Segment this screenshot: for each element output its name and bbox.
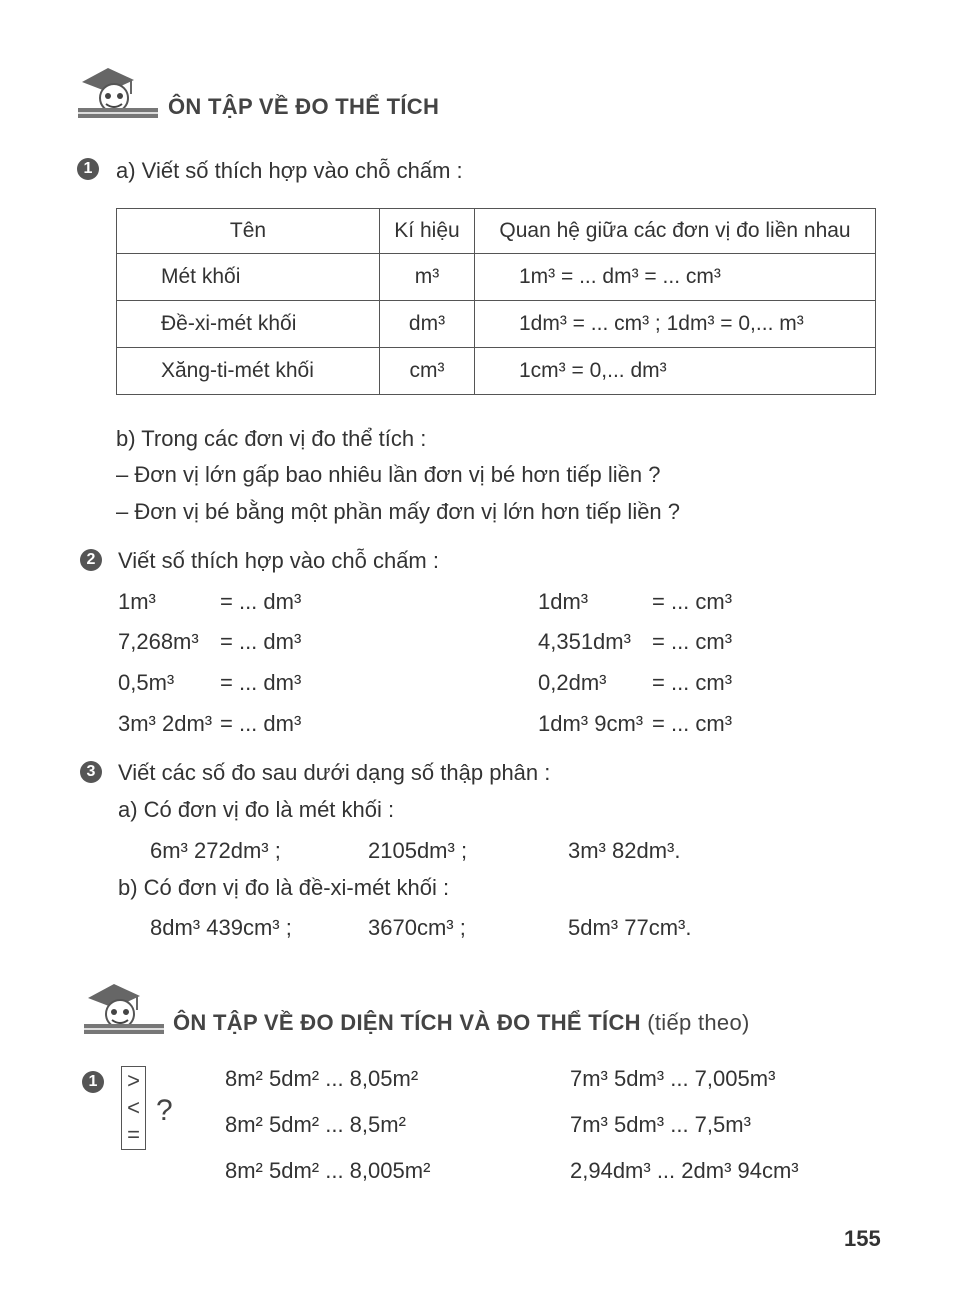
page-number: 155 xyxy=(844,1226,881,1251)
exercise-2-prompt: Viết số thích hợp vào chỗ chấm : xyxy=(118,548,439,573)
exercise-1b-line: – Đơn vị bé bằng một phần mấy đơn vị lớn hơn tiếp liền ? xyxy=(116,499,681,524)
unit-symbol: m³ xyxy=(380,254,475,301)
volume-units-table xyxy=(116,208,876,395)
greater-than-symbol: > xyxy=(127,1068,140,1093)
exercise-number-badge: 1 xyxy=(77,158,99,180)
unit-relation: 1dm³ = ... cm³ ; 1dm³ = 0,... m³ xyxy=(475,301,876,348)
comparison-item: 7m³ 5dm³ ... 7,5m³ xyxy=(570,1112,751,1137)
comparison-item: 8m² 5dm² ... 8,05m² xyxy=(225,1066,419,1091)
comparison-item: 8m² 5dm² ... 8,005m² xyxy=(225,1158,431,1183)
unit-name: Xăng-ti-mét khối xyxy=(117,348,380,395)
measurement-item: 3m³ 82dm³. xyxy=(568,838,681,863)
conversion-lhs: 1m³ xyxy=(118,589,156,614)
comparison-symbols-box xyxy=(121,1066,146,1150)
unit-symbol: cm³ xyxy=(380,348,475,395)
conversion-rhs: = ... dm³ xyxy=(220,589,302,614)
exercise-3a-prompt: a) Có đơn vị đo là mét khối : xyxy=(118,797,395,822)
section-title: ÔN TẬP VỀ ĐO THỂ TÍCH xyxy=(168,94,440,119)
unit-relation: 1m³ = ... dm³ = ... cm³ xyxy=(475,254,876,301)
exercise-1a-prompt: a) Viết số thích hợp vào chỗ chấm : xyxy=(116,158,463,183)
conversion-lhs: 4,351dm³ xyxy=(538,629,631,654)
comparison-item: 8m² 5dm² ... 8,5m² xyxy=(225,1112,406,1137)
table-row xyxy=(117,254,876,301)
section-title xyxy=(173,1010,750,1036)
conversion-lhs: 1dm³ 9cm³ xyxy=(538,711,644,736)
measurement-item: 3670cm³ ; xyxy=(368,915,466,940)
unit-relation: 1cm³ = 0,... dm³ xyxy=(475,348,876,395)
table-header: Quan hệ giữa các đơn vị đo liền nhau xyxy=(475,209,876,254)
table-header: Kí hiệu xyxy=(380,209,475,254)
measurement-item: 8dm³ 439cm³ ; xyxy=(150,915,292,940)
exercise-number-badge: 2 xyxy=(80,549,102,571)
student-mascot-icon xyxy=(80,980,170,1038)
conversion-rhs: = ... cm³ xyxy=(652,711,733,736)
less-than-symbol: < xyxy=(127,1095,140,1120)
conversion-rhs: = ... dm³ xyxy=(220,629,302,654)
exercise-1b-prompt: b) Trong các đơn vị đo thể tích : xyxy=(116,426,427,451)
conversion-lhs: 3m³ 2dm³ xyxy=(118,711,213,736)
unit-symbol: dm³ xyxy=(380,301,475,348)
student-mascot-icon xyxy=(74,64,164,122)
exercise-3-prompt: Viết các số đo sau dưới dạng số thập phân : xyxy=(118,760,551,785)
conversion-lhs: 0,5m³ xyxy=(118,670,175,695)
comparison-item: 7m³ 5dm³ ... 7,005m³ xyxy=(570,1066,776,1091)
conversion-rhs: = ... cm³ xyxy=(652,589,733,614)
conversion-lhs: 7,268m³ xyxy=(118,629,199,654)
conversion-rhs: = ... dm³ xyxy=(220,711,302,736)
table-header-row xyxy=(117,209,876,254)
conversion-lhs: 1dm³ xyxy=(538,589,589,614)
conversion-rhs: = ... cm³ xyxy=(652,629,733,654)
table-header: Tên xyxy=(117,209,380,254)
exercise-number-badge: 1 xyxy=(82,1071,104,1093)
conversion-rhs: = ... cm³ xyxy=(652,670,733,695)
table-row xyxy=(117,348,876,395)
measurement-item: 5dm³ 77cm³. xyxy=(568,915,692,940)
comparison-item: 2,94dm³ ... 2dm³ 94cm³ xyxy=(570,1158,799,1183)
measurement-item: 6m³ 272dm³ ; xyxy=(150,838,281,863)
conversion-rhs: = ... dm³ xyxy=(220,670,302,695)
exercise-number-badge: 3 xyxy=(80,761,102,783)
unit-name: Đề-xi-mét khối xyxy=(117,301,380,348)
section-title-main: ÔN TẬP VỀ ĐO DIỆN TÍCH VÀ ĐO THỂ TÍCH xyxy=(173,1010,641,1035)
conversion-lhs: 0,2dm³ xyxy=(538,670,607,695)
exercise-1b-line: – Đơn vị lớn gấp bao nhiêu lần đơn vị bé hơn tiếp liền ? xyxy=(116,462,661,487)
unit-name: Mét khối xyxy=(117,254,380,301)
table-row xyxy=(117,301,876,348)
measurement-item: 2105dm³ ; xyxy=(368,838,468,863)
equals-symbol: = xyxy=(127,1122,140,1147)
question-mark: ? xyxy=(156,1094,173,1127)
exercise-3b-prompt: b) Có đơn vị đo là đề-xi-mét khối : xyxy=(118,875,450,900)
section-title-suffix: (tiếp theo) xyxy=(647,1010,750,1035)
